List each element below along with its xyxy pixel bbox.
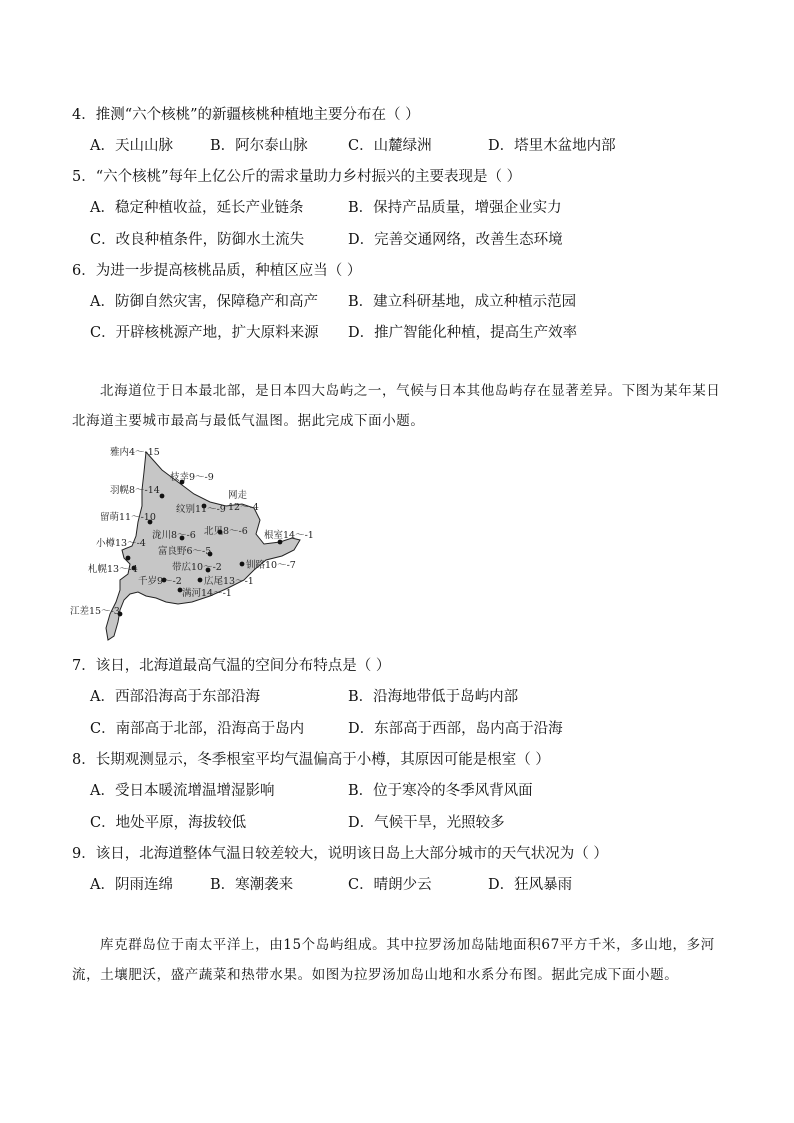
question-9-stem: 9．该日，北海道整体气温日较差较大，说明该日岛上大部分城市的天气状况为（ ） bbox=[72, 846, 608, 862]
map-city-label: 网走 bbox=[228, 490, 248, 501]
question-7-option-b[interactable]: B．沿海地带低于岛屿内部 bbox=[348, 689, 519, 705]
passage-cook-islands-line-1: 库克群岛位于南太平洋上，由15个岛屿组成。其中拉罗汤加岛陆地面积67平方千米，多山地，多河 bbox=[100, 937, 715, 953]
map-city-label: 枝幸9～-9 bbox=[170, 472, 214, 483]
map-city-label: 留萌11～-10 bbox=[100, 512, 156, 523]
map-city-dot bbox=[198, 578, 203, 583]
question-6-option-d[interactable]: D．推广智能化种植，提高生产效率 bbox=[348, 325, 578, 341]
passage-cook-islands-line-2: 流，土壤肥沃，盛产蔬菜和热带水果。如图为拉罗汤加岛山地和水系分布图。据此完成下面小题。 bbox=[72, 967, 679, 983]
question-6-stem: 6．为进一步提高核桃品质，种植区应当（ ） bbox=[72, 263, 362, 279]
question-7-option-a[interactable]: A．西部沿海高于东部沿海 bbox=[90, 689, 260, 705]
question-8-stem: 8．长期观测显示，冬季根室平均气温偏高于小樽，其原因可能是根室（ ） bbox=[72, 752, 550, 768]
question-9-option-b[interactable]: B．寒潮袭来 bbox=[210, 877, 294, 893]
question-8-option-b[interactable]: B．位于寒冷的冬季风背风面 bbox=[348, 783, 533, 799]
question-5-option-a[interactable]: A．稳定种植收益，延长产业链条 bbox=[90, 200, 304, 216]
question-9-option-d[interactable]: D．狂风暴雨 bbox=[488, 877, 573, 893]
question-5-option-d[interactable]: D．完善交通网络，改善生态环境 bbox=[348, 232, 563, 248]
question-8-option-d[interactable]: D．气候干旱，光照较多 bbox=[348, 815, 505, 831]
question-6-option-b[interactable]: B．建立科研基地，成立种植示范园 bbox=[348, 294, 577, 310]
map-city-label: 纹别11～-9 bbox=[176, 504, 226, 515]
question-6-option-a[interactable]: A．防御自然灾害，保障稳产和高产 bbox=[90, 294, 318, 310]
map-city-label: 千岁9～-2 bbox=[138, 576, 182, 587]
map-city-label: 带広10～-2 bbox=[172, 562, 222, 573]
map-city-label: 满河14～-1 bbox=[182, 588, 232, 599]
question-7-option-c[interactable]: C．南部高于北部，沿海高于岛内 bbox=[90, 721, 305, 737]
map-city-dot bbox=[160, 494, 165, 499]
question-4-option-a[interactable]: A．天山山脉 bbox=[90, 138, 173, 154]
question-9-option-c[interactable]: C．晴朗少云 bbox=[348, 877, 432, 893]
question-8-option-c[interactable]: C．地处平原，海拔较低 bbox=[90, 815, 247, 831]
question-5-option-b[interactable]: B．保持产品质量，增强企业实力 bbox=[348, 200, 562, 216]
map-city-label: 小樽13～-4 bbox=[96, 538, 146, 549]
map-city-label: 江差15～-3 bbox=[70, 606, 120, 617]
map-city-label: 雅内4～-15 bbox=[110, 447, 160, 458]
map-city-label: 钏路10～-7 bbox=[246, 560, 296, 571]
map-city-label: 12～-4 bbox=[228, 502, 259, 513]
map-city-dot bbox=[240, 562, 245, 567]
map-city-label: 富良野6～-5 bbox=[158, 546, 212, 557]
question-4-option-c[interactable]: C．山麓绿洲 bbox=[348, 138, 432, 154]
question-4-option-b[interactable]: B．阿尔泰山脉 bbox=[210, 138, 308, 154]
passage-hokkaido-line-2: 北海道主要城市最高与最低气温图。据此完成下面小题。 bbox=[72, 413, 425, 429]
question-5-stem: 5．“六个核桃”每年上亿公斤的需求量助力乡村振兴的主要表现是（ ） bbox=[72, 169, 522, 185]
question-4-stem: 4．推测“六个核桃”的新疆核桃种植地主要分布在（ ） bbox=[72, 107, 420, 123]
passage-cook-islands bbox=[72, 930, 732, 990]
map-city-dot bbox=[126, 556, 131, 561]
question-4-option-d[interactable]: D．塔里木盆地内部 bbox=[488, 138, 616, 154]
hokkaido-temperature-map bbox=[70, 442, 330, 647]
question-7-stem: 7．该日，北海道最高气温的空间分布特点是（ ） bbox=[72, 658, 391, 674]
passage-hokkaido bbox=[72, 376, 732, 436]
map-city-label: 泷川8～-6 bbox=[152, 530, 196, 541]
question-9-option-a[interactable]: A．阴雨连绵 bbox=[90, 877, 173, 893]
map-city-label: 北见8～-6 bbox=[204, 526, 248, 537]
passage-hokkaido-line-1: 北海道位于日本最北部，是日本四大岛屿之一，气候与日本其他岛屿存在显著差异。下图为某年某日 bbox=[100, 383, 721, 399]
question-5-option-c[interactable]: C．改良种植条件，防御水土流失 bbox=[90, 232, 305, 248]
question-8-option-a[interactable]: A．受日本暖流增温增湿影响 bbox=[90, 783, 275, 799]
map-city-label: 札幌13～-4 bbox=[88, 564, 138, 575]
map-city-label: 羽幌8～-14 bbox=[110, 485, 160, 496]
map-city-label: 広尾13～-1 bbox=[204, 576, 254, 587]
question-7-option-d[interactable]: D．东部高于西部，岛内高于沿海 bbox=[348, 721, 563, 737]
question-6-option-c[interactable]: C．开辟核桃源产地，扩大原料来源 bbox=[90, 325, 319, 341]
map-city-label: 根室14～-1 bbox=[264, 530, 314, 541]
